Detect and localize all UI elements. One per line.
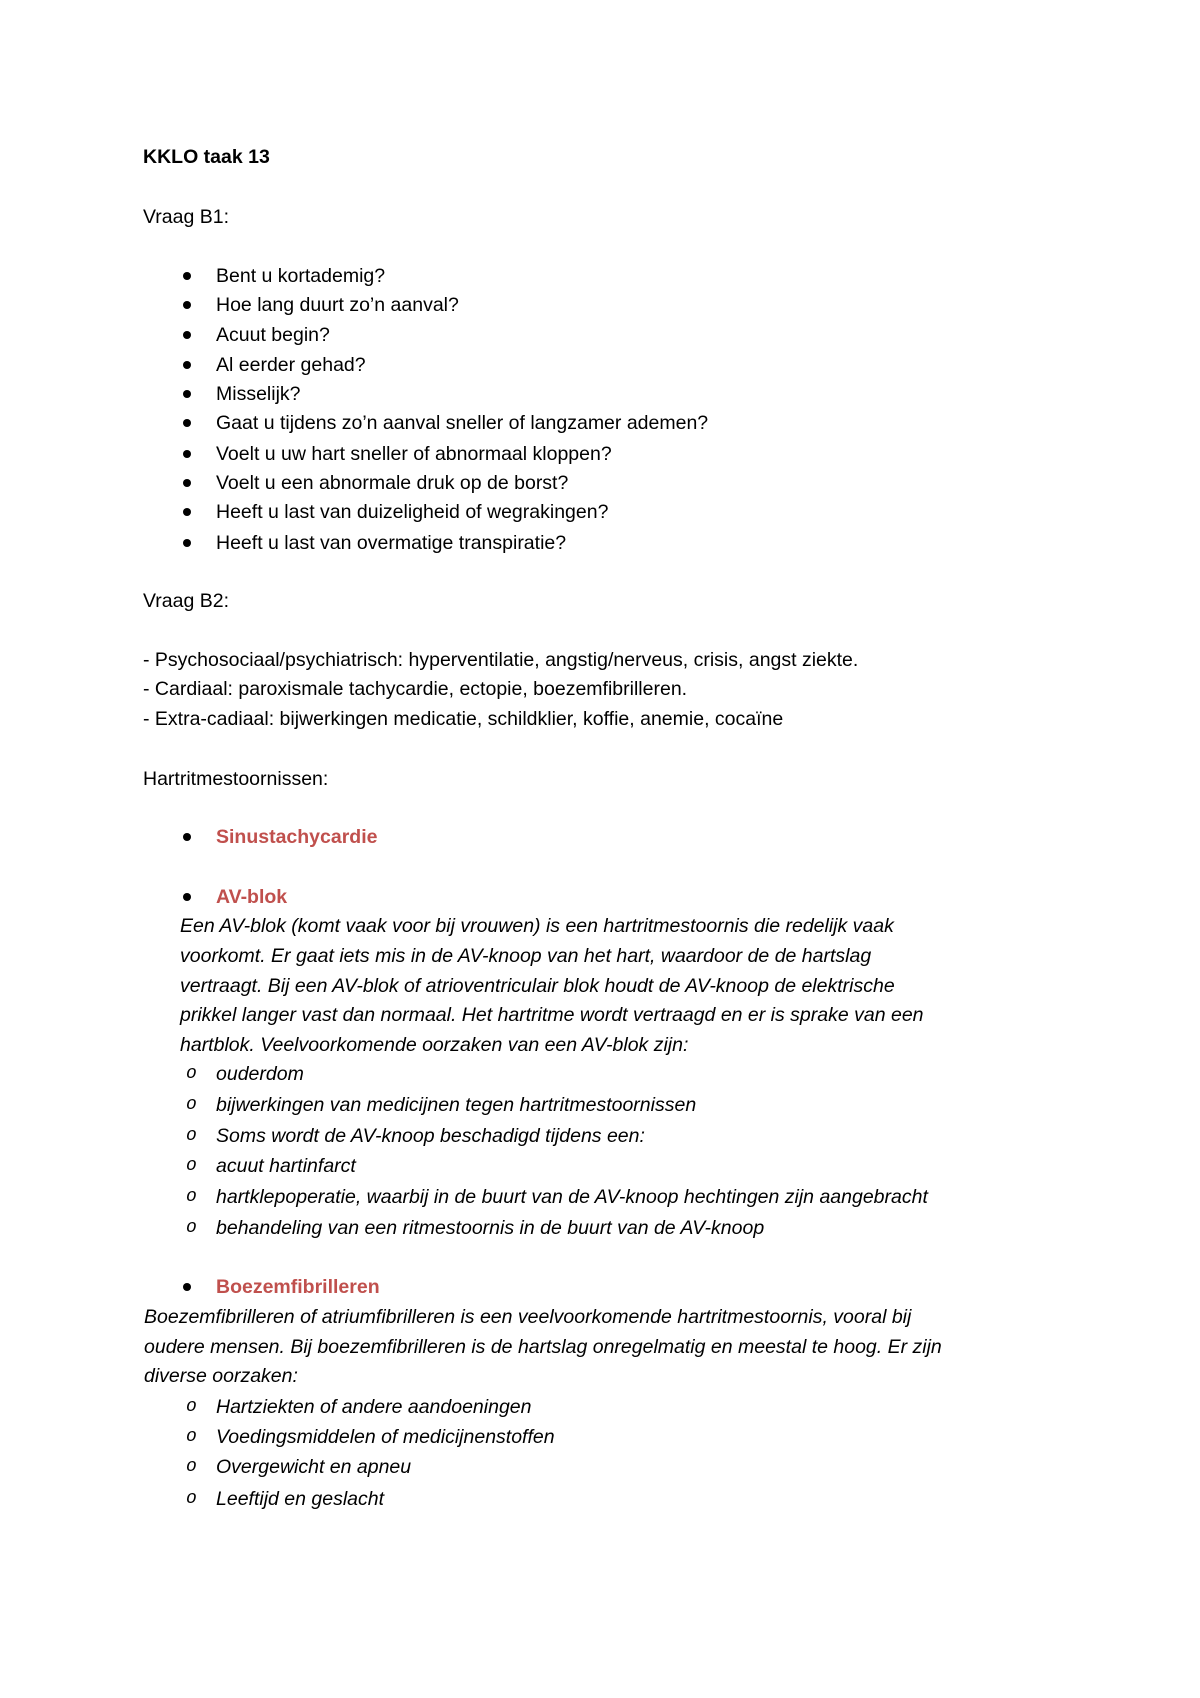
paragraph-line: vertraagt. Bij een AV-blok of atrioventriculair blok houdt de AV-knoop de elektrische bbox=[180, 975, 895, 997]
circle-bullet-icon: o bbox=[186, 1489, 197, 1509]
section-sinustachycardie: Sinustachycardie bbox=[216, 826, 378, 848]
bullet-icon bbox=[183, 1283, 191, 1291]
circle-bullet-icon: o bbox=[186, 1064, 197, 1084]
list-item: Voedingsmiddelen of medicijnenstoffen bbox=[216, 1426, 555, 1448]
circle-bullet-icon: o bbox=[186, 1427, 197, 1447]
list-item: Leeftijd en geslacht bbox=[216, 1488, 385, 1510]
list-item: Gaat u tijdens zo’n aanval sneller of langzamer ademen? bbox=[216, 412, 709, 434]
bullet-icon bbox=[183, 390, 191, 398]
heading-vraag-b2: Vraag B2: bbox=[143, 590, 229, 612]
bullet-icon bbox=[183, 833, 191, 841]
list-item: Acuut begin? bbox=[216, 324, 330, 346]
circle-bullet-icon: o bbox=[186, 1095, 197, 1115]
list-item: Hartziekten of andere aandoeningen bbox=[216, 1396, 532, 1418]
bullet-icon bbox=[183, 419, 191, 427]
list-item: hartklepoperatie, waarbij in de buurt van de AV-knoop hechtingen zijn aangebracht bbox=[216, 1186, 928, 1208]
list-item: Al eerder gehad? bbox=[216, 354, 366, 376]
paragraph-line: voorkomt. Er gaat iets mis in de AV-knoop van het hart, waardoor de de hartslag bbox=[180, 945, 872, 967]
list-item: - Extra-cadiaal: bijwerkingen medicatie, schildklier, koffie, anemie, cocaïne bbox=[143, 708, 784, 730]
bullet-icon bbox=[183, 479, 191, 487]
circle-bullet-icon: o bbox=[186, 1126, 197, 1146]
list-item: Hoe lang duurt zo’n aanval? bbox=[216, 294, 459, 316]
section-av-blok: AV-blok bbox=[216, 886, 288, 908]
circle-bullet-icon: o bbox=[186, 1218, 197, 1238]
paragraph-line: diverse oorzaken: bbox=[144, 1365, 298, 1387]
paragraph-line: prikkel langer vast dan normaal. Het hartritme wordt vertraagd en er is sprake van een bbox=[180, 1004, 924, 1026]
circle-bullet-icon: o bbox=[186, 1397, 197, 1417]
list-item: Heeft u last van duizeligheid of wegrakingen? bbox=[216, 501, 609, 523]
bullet-icon bbox=[183, 508, 191, 516]
list-item: - Psychosociaal/psychiatrisch: hyperventilatie, angstig/nerveus, crisis, angst ziekte. bbox=[143, 649, 859, 671]
document-title: KKLO taak 13 bbox=[143, 146, 270, 168]
list-item: Bent u kortademig? bbox=[216, 265, 386, 287]
list-item: Overgewicht en apneu bbox=[216, 1456, 412, 1478]
bullet-icon bbox=[183, 272, 191, 280]
list-item: Soms wordt de AV-knoop beschadigd tijdens een: bbox=[216, 1125, 645, 1147]
bullet-icon bbox=[183, 331, 191, 339]
list-item: behandeling van een ritmestoornis in de buurt van de AV-knoop bbox=[216, 1217, 765, 1239]
list-item: - Cardiaal: paroxismale tachycardie, ectopie, boezemfibrilleren. bbox=[143, 678, 688, 700]
list-item: bijwerkingen van medicijnen tegen hartritmestoornissen bbox=[216, 1094, 697, 1116]
bullet-icon bbox=[183, 539, 191, 547]
circle-bullet-icon: o bbox=[186, 1187, 197, 1207]
list-item: Heeft u last van overmatige transpiratie? bbox=[216, 532, 567, 554]
bullet-icon bbox=[183, 893, 191, 901]
list-item: Voelt u uw hart sneller of abnormaal kloppen? bbox=[216, 443, 612, 465]
heading-hartritmestoornissen: Hartritmestoornissen: bbox=[143, 768, 329, 790]
list-item: Misselijk? bbox=[216, 383, 301, 405]
paragraph-line: Een AV-blok (komt vaak voor bij vrouwen) is een hartritmestoornis die redelijk vaak bbox=[180, 915, 894, 937]
bullet-icon bbox=[183, 361, 191, 369]
paragraph-line: oudere mensen. Bij boezemfibrilleren is de hartslag onregelmatig en meestal te hoog. Er zijn bbox=[144, 1336, 942, 1358]
paragraph-line: hartblok. Veelvoorkomende oorzaken van een AV-blok zijn: bbox=[180, 1034, 689, 1056]
list-item: acuut hartinfarct bbox=[216, 1155, 356, 1177]
circle-bullet-icon: o bbox=[186, 1457, 197, 1477]
section-boezemfibrilleren: Boezemfibrilleren bbox=[216, 1276, 380, 1298]
list-item: ouderdom bbox=[216, 1063, 304, 1085]
circle-bullet-icon: o bbox=[186, 1156, 197, 1176]
bullet-icon bbox=[183, 450, 191, 458]
list-item: Voelt u een abnormale druk op de borst? bbox=[216, 472, 569, 494]
heading-vraag-b1: Vraag B1: bbox=[143, 206, 229, 228]
paragraph-line: Boezemfibrilleren of atriumfibrilleren is een veelvoorkomende hartritmestoornis, vooral bij bbox=[144, 1306, 912, 1328]
bullet-icon bbox=[183, 301, 191, 309]
